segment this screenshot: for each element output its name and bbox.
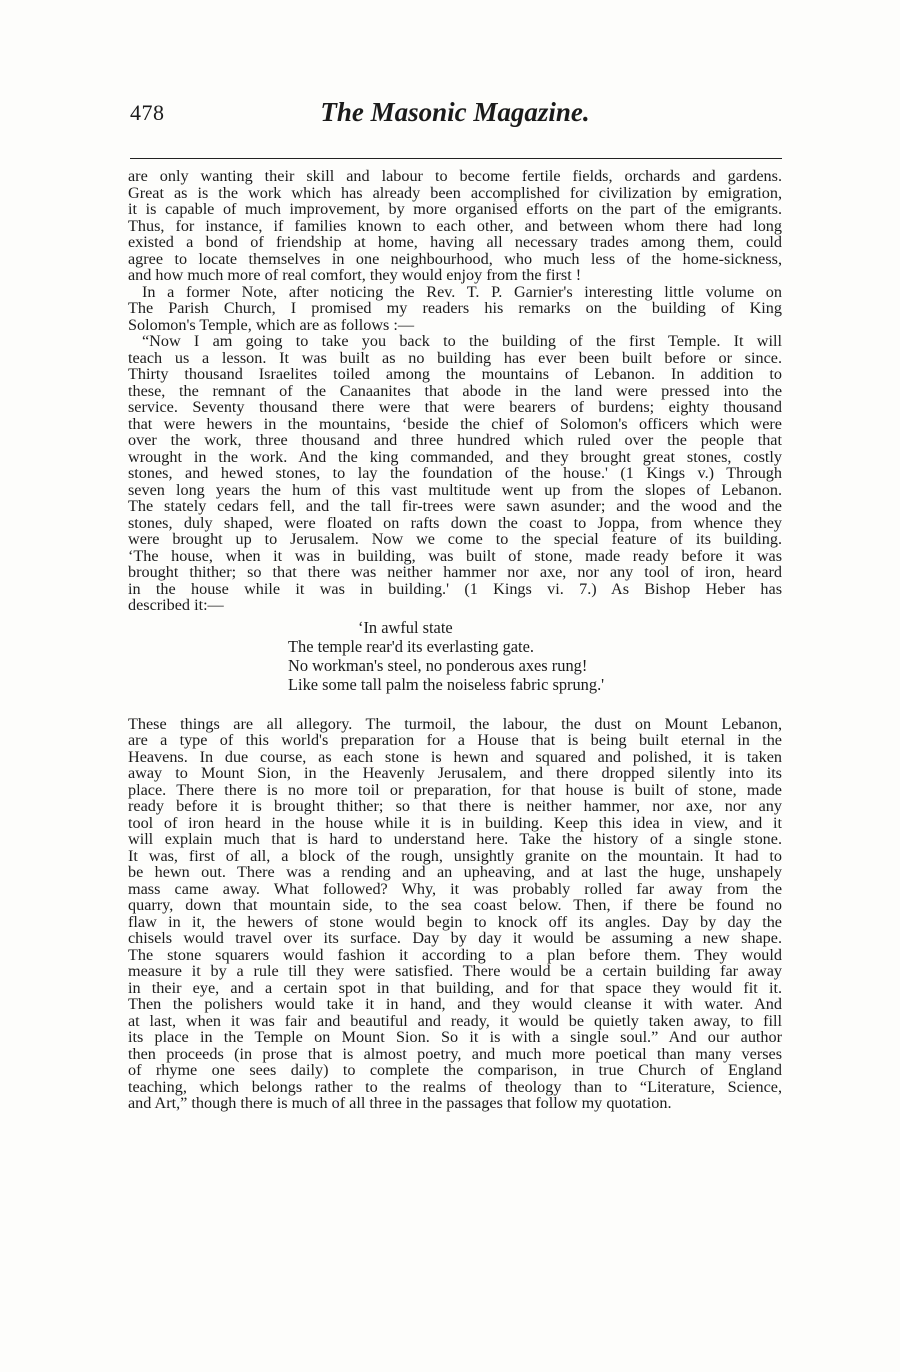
- text-line: and how much more of real comfort, they would enjoy from the first !: [128, 266, 582, 284]
- paragraph-allegory: [128, 716, 782, 1112]
- page-number: 478: [130, 100, 165, 125]
- text-line: The stately cedars fell, and the tall fir-trees were sawn asunder; and the wood and the: [128, 497, 782, 515]
- text-line: will explain much that is hard to understand here. Take the history of a single stone.: [128, 830, 782, 848]
- text-line: It was, first of all, a block of the rough, unsightly granite on the mountain. It had to: [128, 846, 782, 865]
- page-header: [130, 97, 780, 140]
- verse-line: No workman's steel, no ponderous axes rung!: [288, 655, 588, 675]
- text-line: brought thither; so that there was neither hammer nor axe, nor any tool of iron, heard: [128, 563, 782, 581]
- text-line: quarry, down that mountain side, to the sea coast below. Then, if there be found no: [128, 896, 782, 914]
- text-line: measure it by a rule till they were satisfied. There would be a certain building far away: [128, 962, 782, 980]
- text-line: place. There there is no more toil or preparation, for that house is built of stone, made: [128, 780, 782, 799]
- text-line: in the house while it was in building.' (1 Kings vi. 7.) As Bishop Heber has: [128, 579, 782, 598]
- verse-line: Like some tall palm the noiseless fabric sprung.': [288, 674, 605, 694]
- running-title: The Masonic Magazine.: [320, 97, 590, 127]
- text-line: its place in the Temple on Mount Sion. So it is with a single soul.” And our author: [128, 1028, 782, 1046]
- text-line: that were hewers in the mountains, ‘beside the chief of Solomon's officers which were: [128, 414, 782, 433]
- text-line: Great as is the work which has already been accomplished for civilization by emigration,: [128, 183, 782, 202]
- text-line: These things are all allegory. The turmoil, the labour, the dust on Mount Lebanon,: [128, 714, 782, 733]
- text-line: of rhyme one sees daily) to complete the comparison, in true Church of England: [128, 1061, 782, 1079]
- text-line: chisels would travel over its surface. Day by day it would be assuming a new shape.: [128, 929, 782, 947]
- text-line: seven long years the hum of this vast multitude went up from the slopes of Lebanon.: [128, 480, 782, 499]
- text-line: it is capable of much improvement, by more organised efforts on the part of the emigrants.: [128, 200, 782, 218]
- heber-verse: [128, 618, 782, 694]
- text-line: service. Seventy thousand there were that were bearers of burdens; eighty thousand: [128, 398, 782, 416]
- text-line: are a type of this world's preparation for a House that is being built eternal in the: [128, 731, 782, 749]
- text-line: Thus, for instance, if families known to each other, and between whom there had long: [128, 216, 782, 235]
- text-line: were brought up to Jerusalem. Now we come to the special feature of its building.: [128, 530, 782, 548]
- text-line: Then the polishers would take it in hand, and they would cleanse it with water. And: [128, 995, 782, 1013]
- text-line: stones, duly shaped, were floated on rafts down the coast to Joppa, from whence they: [128, 513, 782, 532]
- text-line: Heavens. In due course, as each stone is hewn and squared and polished, it is taken: [128, 747, 782, 766]
- paragraph-temple-quotation: [128, 333, 782, 614]
- paragraph-emigration: [128, 168, 782, 284]
- text-line: agree to locate themselves in one neighbourhood, who much less of the home-sickness,: [128, 249, 782, 268]
- verse-line: ‘In awful state: [358, 617, 453, 637]
- verse-line: The temple rear'd its everlasting gate.: [288, 636, 534, 656]
- text-line: be hewn out. There was a rending and an upheaving, and at last the huge, unshapely: [128, 863, 782, 881]
- text-line: “Now I am going to take you back to the building of the first Temple. It will: [142, 332, 782, 350]
- text-line: wrought in the work. And the king commanded, and they brought great stones, costly: [128, 447, 782, 466]
- text-line: Solomon's Temple, which are as follows :—: [128, 315, 415, 334]
- text-line: teaching, which belongs rather to the realms of theology than to “Literature, Science,: [128, 1077, 782, 1096]
- text-line: existed a bond of friendship at home, having all necessary trades among them, could: [128, 233, 782, 251]
- header-rule: [130, 158, 782, 159]
- text-line: ready before it is brought thither; so that there is neither hammer, nor axe, nor any: [128, 797, 782, 815]
- text-line: over the work, three thousand and three hundred which ruled over the people that: [128, 431, 782, 449]
- text-line: stones, and hewed stones, to lay the foundation of the house.' (1 Kings v.) Through: [128, 464, 782, 482]
- text-line: mass came away. What followed? Why, it was probably rolled far away from the: [128, 879, 782, 898]
- text-line: The Parish Church, I promised my readers his remarks on the building of King: [128, 299, 782, 317]
- article-body: [128, 168, 782, 1112]
- paragraph-former-note: [128, 284, 782, 334]
- text-line: then proceeds (in prose that is almost poetry, and much more poetical than many verses: [128, 1044, 782, 1063]
- text-line: Thirty thousand Israelites toiled among the mountains of Lebanon. In addition to: [128, 365, 782, 383]
- text-line: ‘The house, when it was in building, was built of stone, made ready before it was: [128, 546, 782, 565]
- text-line: at last, when it was fair and beautiful and ready, it would be quietly taken away, to fill: [128, 1011, 782, 1030]
- text-line: and Art,” though there is much of all three in the passages that follow my quotation.: [128, 1094, 672, 1112]
- text-line: flaw in it, the hewers of stone would begin to knock off its angles. Day by day the: [128, 912, 782, 931]
- text-line: away to Mount Sion, in the Heavenly Jerusalem, and there dropped silently into its: [128, 764, 782, 782]
- text-line: The stone squarers would fashion it according to a plan before them. They would: [128, 945, 782, 964]
- text-line: described it:—: [128, 596, 224, 614]
- text-line: In a former Note, after noticing the Rev. T. P. Garnier's interesting little volume on: [142, 282, 782, 301]
- text-line: these, the remnant of the Canaanites that abode in the land were pressed into the: [128, 381, 782, 400]
- text-line: tool of iron heard in the house while it is in building. Keep this idea in view, and it: [128, 813, 782, 832]
- verse-spacer: [128, 694, 782, 716]
- text-line: in their eye, and a certain spot in that building, and for that space they would fit it.: [128, 978, 782, 997]
- text-line: are only wanting their skill and labour to become fertile fields, orchards and gardens.: [128, 167, 782, 185]
- text-line: teach us a lesson. It was built as no building has ever been built before or since.: [128, 348, 782, 367]
